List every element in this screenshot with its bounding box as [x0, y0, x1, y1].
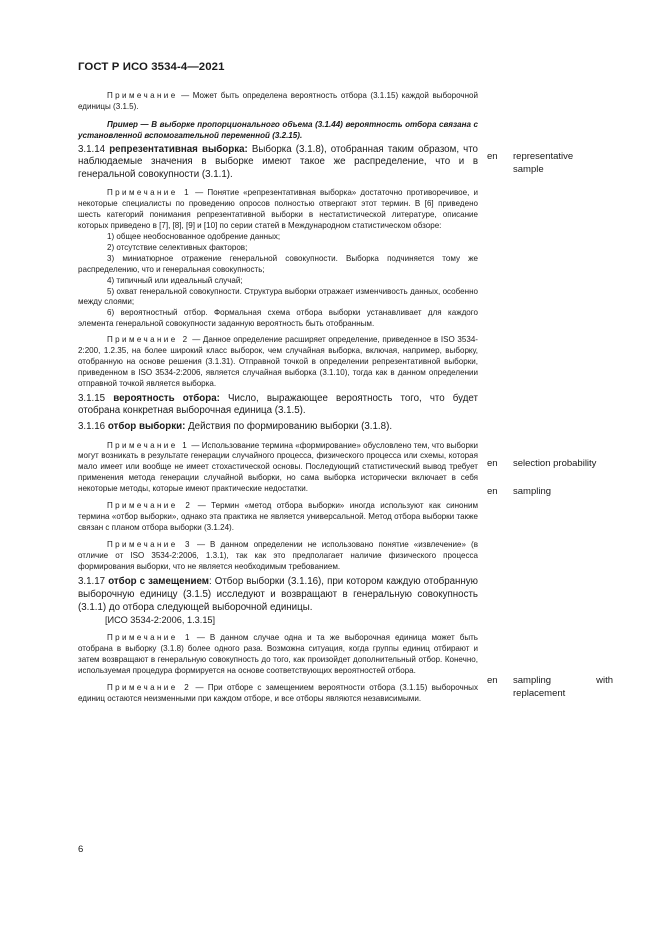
term-3-1-14 — [78, 144, 478, 182]
note-text: — Понятие «репрезентативная выборка» достаточно противоречивое, и некоторые специалисты по проведению опросов полностью отвергают этот термин. В [6] приведено шесть категорий понимания репрезентативной выборки в нестатистической литературе, описание которых приведено в [7], [8], [9] и [10] по серии статей в Международном статистическом обзоре: — [78, 188, 478, 231]
term-number: 3.1.14 — [78, 143, 106, 155]
term-3-1-14-note-1 — [78, 188, 478, 232]
list-item: 6) вероятностный отбор. Формальная схема отбора выборки устанавливает для каждого элемента генеральной совокупности заданную вероятность быть отобранным. — [78, 308, 478, 329]
lang-code: en — [487, 486, 498, 497]
english-equivalent: selection probability — [513, 458, 597, 469]
term-3-1-16 — [78, 421, 478, 434]
main-column — [78, 91, 478, 705]
term-number: 3.1.17 — [78, 576, 106, 588]
note-label: Примечание 3 — [107, 539, 192, 549]
list-item: 1) общее необоснованное одобрение данных; — [107, 232, 281, 242]
list-item: 3) миниатюрное отражение генеральной совокупности. Выборка подчиняется тому же распределению, что и генеральная совокупность; — [78, 253, 478, 274]
note-label: Примечание 2 — [107, 335, 190, 345]
term-name: отбор выборки: — [107, 420, 186, 432]
term-3-1-16-note-3 — [78, 540, 478, 573]
lang-code: en — [487, 675, 498, 686]
note-text: — Данное определение расширяет определение, приведенное в ISO 3534-2:200, 1.2.35, на более широкий класс выборок, чем случайная выборка, включая, например, выборку, отобранную на основе решения (3.1.31). Отправной точкой в определении репрезентативной выборки, приведенном в ISO 3534-2:2006, является случайная выборка (3.1.10), тогда как в данном определении отправной точкой является выборка. — [78, 335, 478, 388]
lang-code: en — [487, 458, 498, 469]
list-item: 2) отсутствие селективных факторов; — [107, 242, 248, 252]
term-name: вероятность отбора: — [113, 392, 220, 404]
term-3-1-14-note-2 — [78, 335, 478, 390]
note-text: — Термин «метод отбора выборки» иногда используют как синоним термина «отбор выборки», однако эта практика не является универсальной. Метод отбора выборки также связан с планом отбора выборки (3.1.24). — [78, 501, 478, 532]
term-number: 3.1.16 — [78, 420, 106, 432]
english-equivalent: sampling — [513, 486, 552, 497]
term-3-1-15 — [78, 393, 478, 418]
english-equivalent: sampling with replacement — [513, 675, 613, 699]
term-definition: Число, выражающее вероятность того, что будет отобрана конкретная выборочная единица (3.1.5). — [78, 392, 478, 417]
note-label: Примечание — [107, 91, 178, 100]
note-label: Примечание 2 — [107, 501, 193, 511]
lang-code: en — [487, 151, 498, 162]
list-item: 5) охват генеральной совокупности. Структура выборки отражает изменчивость данных, особенно между слоями; — [78, 286, 478, 307]
term-name: репрезентативная выборка: — [109, 143, 248, 155]
term-3-1-17-note-2 — [78, 683, 478, 705]
term-source: [ИСО 3534-2:2006, 1.3.15] — [105, 615, 216, 626]
note-text: — В данном случае одна и та же выборочная единица может быть отобрана в выборку (3.1.8) более одного раза. Возможна ситуация, когда группы единиц отбирают и затем возвращают в генеральную совокупность до того, как произойдет дополнительный отбор. Конечно, используемая процедура формируется на основе соответствующих вероятностей отбора. — [78, 633, 478, 675]
note-label: Примечание 1 — [107, 440, 190, 450]
list-item: 4) типичный или идеальный случай; — [107, 275, 243, 285]
intro-example: Пример — В выборке пропорционального объема (3.1.44) вероятность отбора связана с установленной вспомогательной переменной (3.2.15). — [78, 119, 478, 140]
note-text: — При отборе с замещением вероятности отбора (3.1.15) выборочных единиц остаются неизменными при каждом отборе, и все отборы являются независимыми. — [78, 682, 478, 703]
intro-note — [78, 91, 478, 113]
term-3-1-16-note-2 — [78, 501, 478, 534]
term-3-1-17 — [78, 576, 478, 614]
note-text: — Может быть определена вероятность отбора (3.1.15) каждой выборочной единицы (3.1.5). — [78, 91, 478, 111]
document-header: ГОСТ Р ИСО 3534-4—2021 — [78, 61, 225, 73]
term-number: 3.1.15 — [78, 392, 106, 404]
page-number: 6 — [78, 844, 84, 855]
note-text: — В данном определении не использовано понятие «извлечение» (в отличие от ISO 3534-2:2006, 1.3.1), так как это предполагает наличие физического процесса формирования выборки, что не является необходимым требованием. — [78, 539, 478, 571]
term-3-1-16-note-1 — [78, 441, 478, 496]
term-3-1-17-note-1 — [78, 633, 478, 677]
note-label: Примечание 2 — [107, 682, 192, 692]
note-label: Примечание 1 — [107, 188, 191, 198]
note-text: — Использование термина «формирование» обусловлено тем, что выборки могут возникать в результате генерации случайного процесса, физического процесса или схемы, которая мало имеет или вообще не имеет стохастической основы. Последующий статистический вывод требует применения метода генерации случайной выборки, но сама выборка исторически включает в себя некоторые методы, которые имеют практические недостатки. — [78, 440, 478, 494]
term-name: отбор с замещением — [108, 576, 209, 588]
term-definition: : Отбор выборки (3.1.16), при котором каждую отобранную выборочную единицу (3.1.5) исследуют и возвращают в генеральную совокупность (3.1.1) до отбора следующей выборочной единицы. — [78, 576, 478, 613]
term-definition: Выборка (3.1.8), отобранная таким образом, что наблюдаемые значения в выборке имеют такое же распределение, что и в генеральной совокупности (3.1.1). — [78, 143, 478, 180]
english-equivalent: representative sample — [513, 151, 574, 175]
note-label: Примечание 1 — [107, 633, 192, 643]
term-definition: Действия по формированию выборки (3.1.8). — [185, 420, 393, 432]
